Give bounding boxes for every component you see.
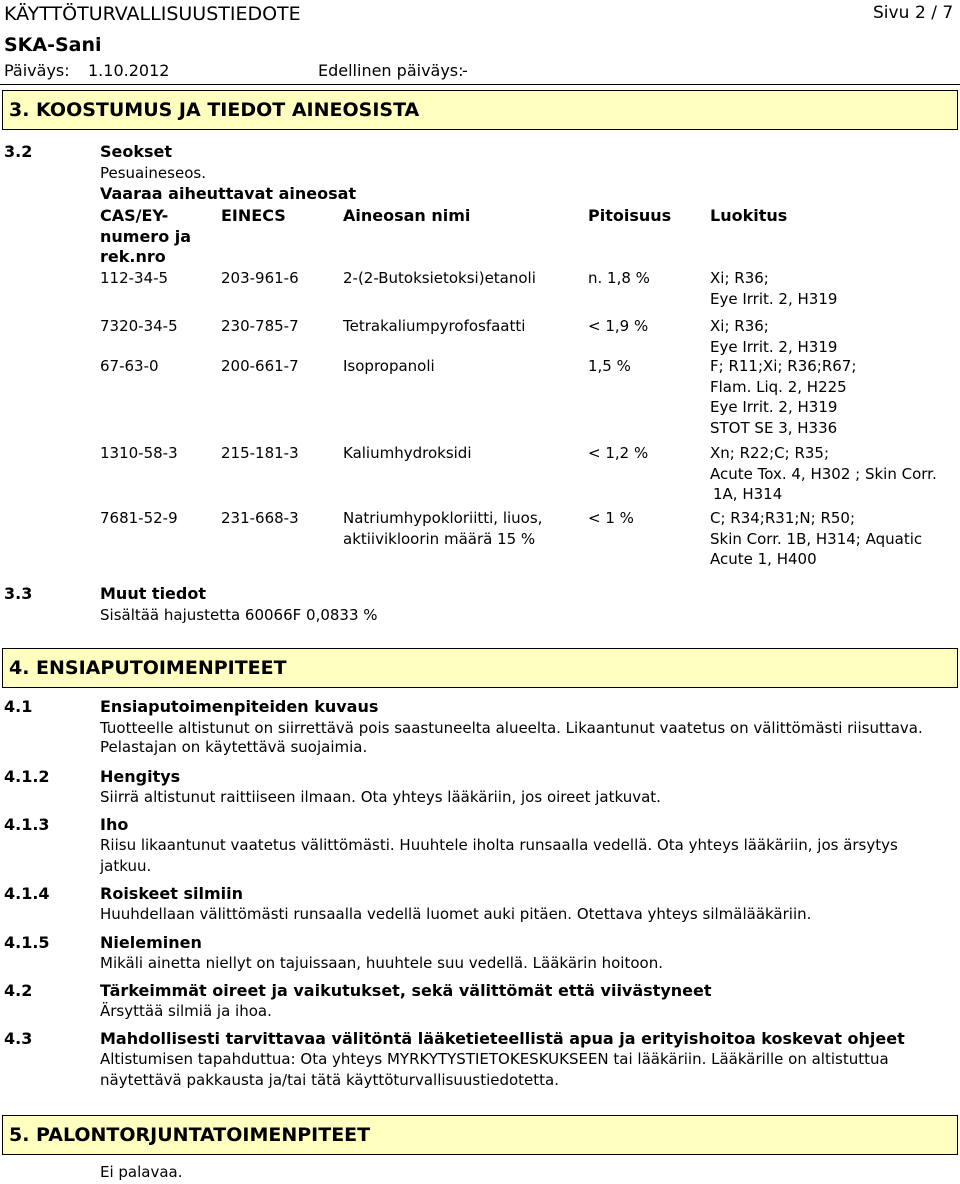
cell-cas: 7320-34-5	[100, 317, 178, 335]
cell-concentration: < 1 %	[588, 509, 634, 527]
subsection-title: Nieleminen	[100, 933, 202, 952]
subsection-number: 4.1.4	[4, 884, 50, 903]
cell-einecs: 203-961-6	[221, 269, 299, 287]
subsection-title: Hengitys	[100, 767, 181, 786]
classification-line: Acute Tox. 4, H302 ; Skin Corr.	[710, 464, 937, 483]
previous-date-value: -	[462, 61, 468, 80]
subsection-number: 4.1.3	[4, 815, 50, 834]
cell-name: Kaliumhydroksidi	[343, 444, 472, 462]
paragraph-line: Mikäli ainetta niellyt on tajuissaan, huuhtele suu vedellä. Lääkärin hoitoon.	[100, 954, 663, 972]
classification-line: STOT SE 3, H336	[710, 418, 838, 437]
subsection-title: Iho	[100, 815, 129, 834]
subsection-number: 4.1	[4, 697, 33, 716]
page-label: Sivu	[873, 3, 910, 23]
cell-cas: 112-34-5	[100, 269, 169, 287]
section-4-heading-band	[2, 648, 958, 688]
cell-classification	[710, 356, 856, 438]
subsection-title: Tärkeimmät oireet ja vaikutukset, sekä välittömät että viivästyneet	[100, 981, 712, 1000]
cell-name: Isopropanoli	[343, 357, 435, 375]
subsection-3-3-title: Muut tiedot	[100, 584, 206, 603]
document-title: KÄYTTÖTURVALLISUUSTIEDOTE	[4, 3, 301, 25]
paragraph-line: Altistumisen tapahduttua: Ota yhteys MYRKYTYSTIETOKESKUKSEEN tai lääkäriin. Lääkärille on altistuttua	[100, 1050, 889, 1068]
classification-line: C; R34;R31;N; R50;	[710, 509, 856, 527]
subsection-3-2-title: Seokset	[100, 142, 173, 161]
cell-name: 2-(2-Butoksietoksi)etanoli	[343, 269, 536, 287]
paragraph-line: näytettävä pakkausta ja/tai tätä käyttöturvallisuustiedotetta.	[100, 1071, 560, 1089]
table-header-concentration: Pitoisuus	[588, 206, 672, 225]
classification-line: Eye Irrit. 2, H319	[710, 398, 838, 416]
classification-line: Xi; R36;	[710, 269, 769, 287]
classification-line: Xn; R22;C; R35;	[710, 444, 830, 462]
classification-line: Eye Irrit. 2, H319	[710, 337, 838, 356]
subsection-number: 4.1.5	[4, 933, 50, 952]
subsection-3-3-number: 3.3	[4, 584, 33, 603]
cell-name	[343, 508, 542, 549]
cell-cas: 67-63-0	[100, 357, 159, 375]
cell-einecs: 231-668-3	[221, 509, 299, 527]
date-value: 1.10.2012	[88, 61, 170, 80]
subsection-title: Roiskeet silmiin	[100, 884, 243, 903]
cell-classification	[710, 268, 837, 309]
table-header-cas-line: rek.nro	[100, 247, 166, 266]
product-name: SKA-Sani	[4, 34, 102, 56]
cell-einecs: 230-785-7	[221, 317, 299, 335]
fire-fighting-text: Ei palavaa.	[100, 1163, 183, 1181]
mixture-text: Pesuaineseos.	[100, 164, 206, 182]
classification-line: Xi; R36;	[710, 317, 769, 335]
subsection-3-2-number: 3.2	[4, 142, 33, 161]
cell-cas: 7681-52-9	[100, 509, 178, 527]
section-5-heading-band	[2, 1115, 958, 1155]
section-5-heading: 5. PALONTORJUNTATOIMENPITEET	[9, 1124, 371, 1146]
table-header-einecs: EINECS	[221, 206, 286, 225]
paragraph-line: jatkuu.	[100, 857, 152, 875]
table-header-cas-line: numero ja	[100, 226, 192, 246]
subsection-title: Ensiaputoimenpiteiden kuvaus	[100, 697, 379, 716]
paragraph-line: Pelastajan on käytettävä suojaimia.	[100, 738, 368, 756]
cell-classification	[710, 316, 837, 357]
name-line: aktiivikloorin määrä 15 %	[343, 529, 536, 548]
cell-concentration: < 1,2 %	[588, 444, 649, 462]
cell-concentration: n. 1,8 %	[588, 269, 650, 287]
classification-line: Flam. Liq. 2, H225	[710, 377, 847, 396]
paragraph-line: Ärsyttää silmiä ja ihoa.	[100, 1002, 272, 1020]
subsection-number: 4.2	[4, 981, 33, 1000]
cell-name: Tetrakaliumpyrofosfaatti	[343, 317, 526, 335]
classification-line: Acute 1, H400	[710, 550, 817, 568]
table-header-classification: Luokitus	[710, 206, 788, 225]
other-info-text: Sisältää hajustetta 60066F 0,0833 %	[100, 606, 378, 624]
name-line: Natriumhypokloriitti, liuos,	[343, 509, 543, 527]
header-rule	[0, 84, 960, 85]
classification-line: 1A, H314	[713, 485, 783, 503]
section-3-heading: 3. KOOSTUMUS JA TIEDOT AINEOSISTA	[9, 99, 420, 121]
paragraph-line: Riisu likaantunut vaatetus välittömästi. Huuhtele iholta runsaalla vedellä. Ota yhteys lääkäriin, jos ärsytys	[100, 836, 898, 854]
classification-line: F; R11;Xi; R36;R67;	[710, 357, 857, 375]
cell-einecs: 215-181-3	[221, 444, 299, 462]
cell-concentration: 1,5 %	[588, 357, 631, 375]
date-label: Päiväys:	[4, 61, 70, 80]
section-3-heading-band	[2, 90, 958, 130]
classification-line: Skin Corr. 1B, H314; Aquatic	[710, 529, 923, 548]
paragraph-line: Tuotteelle altistunut on siirrettävä pois saastuneelta alueelta. Likaantunut vaatetus on välittömästi riisuttava.	[100, 719, 923, 737]
subsection-title: Mahdollisesti tarvittavaa välitöntä lääketieteellistä apua ja erityishoitoa koskevat ohjeet	[100, 1029, 905, 1048]
classification-line: Eye Irrit. 2, H319	[710, 289, 838, 308]
cell-einecs: 200-661-7	[221, 357, 299, 375]
page-number: 2 / 7	[915, 3, 954, 23]
hazard-components-title: Vaaraa aiheuttavat aineosat	[100, 184, 357, 203]
cell-concentration: < 1,9 %	[588, 317, 649, 335]
table-header-name: Aineosan nimi	[343, 206, 471, 225]
subsection-number: 4.3	[4, 1029, 33, 1048]
cell-cas: 1310-58-3	[100, 444, 178, 462]
paragraph-line: Huuhdellaan välittömästi runsaalla vedellä luomet auki pitäen. Otettava yhteys silmälääkäriin.	[100, 905, 812, 923]
section-4-heading: 4. ENSIAPUTOIMENPITEET	[9, 657, 287, 679]
cell-classification	[710, 508, 922, 570]
table-header-cas	[100, 206, 191, 268]
paragraph-line: Siirrä altistunut raittiiseen ilmaan. Ota yhteys lääkäriin, jos oireet jatkuvat.	[100, 788, 661, 806]
subsection-number: 4.1.2	[4, 767, 50, 786]
previous-date-label: Edellinen päiväys:	[318, 61, 464, 80]
cell-classification	[710, 443, 937, 505]
table-header-cas-line: CAS/EY-	[100, 206, 169, 225]
